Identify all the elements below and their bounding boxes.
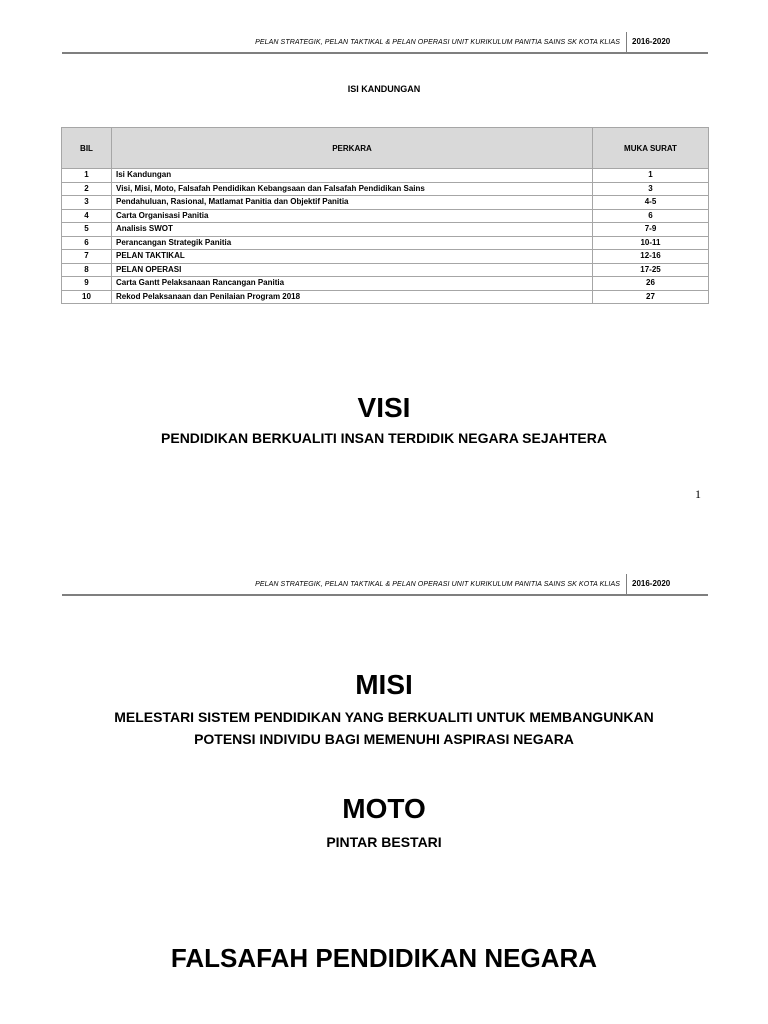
misi-heading: MISI xyxy=(355,669,413,700)
table-row xyxy=(62,169,709,183)
header-year: 2016-2020 xyxy=(626,32,708,52)
cell-perkara: Carta Organisasi Panitia xyxy=(112,209,593,223)
table-row xyxy=(62,236,709,250)
cell-perkara: Visi, Misi, Moto, Falsafah Pendidikan Kebangsaan dan Falsafah Pendidikan Sains xyxy=(112,182,593,196)
cell-perkara: Rekod Pelaksanaan dan Penilaian Program 2018 xyxy=(112,290,593,304)
cell-perkara: Pendahuluan, Rasional, Matlamat Panitia dan Objektif Panitia xyxy=(112,196,593,210)
table-row xyxy=(62,263,709,277)
cell-bil: 2 xyxy=(62,182,112,196)
cell-muka-surat: 26 xyxy=(593,277,709,291)
table-row xyxy=(62,182,709,196)
cell-muka-surat: 7-9 xyxy=(593,223,709,237)
cell-bil: 7 xyxy=(62,250,112,264)
cell-bil: 1 xyxy=(62,169,112,183)
moto-text: PINTAR BESTARI xyxy=(326,834,442,850)
cell-bil: 5 xyxy=(62,223,112,237)
visi-heading: VISI xyxy=(357,392,411,423)
cell-muka-surat: 10-11 xyxy=(593,236,709,250)
col-header-perkara: PERKARA xyxy=(112,128,593,169)
header-title: PELAN STRATEGIK, PELAN TAKTIKAL & PELAN OPERASI UNIT KURIKULUM PANITIA SAINS SK KOTA KLIAS xyxy=(255,38,620,46)
misi-text xyxy=(0,706,768,750)
cell-muka-surat: 4-5 xyxy=(593,196,709,210)
cell-bil: 9 xyxy=(62,277,112,291)
table-row xyxy=(62,209,709,223)
misi-line-1: MELESTARI SISTEM PENDIDIKAN YANG BERKUALITI UNTUK MEMBANGUNKAN xyxy=(114,709,654,725)
header-year: 2016-2020 xyxy=(626,574,708,594)
cell-muka-surat: 17-25 xyxy=(593,263,709,277)
table-row xyxy=(62,290,709,304)
toc-header-row xyxy=(62,128,709,169)
cell-bil: 3 xyxy=(62,196,112,210)
cell-perkara: PELAN OPERASI xyxy=(112,263,593,277)
misi-line-2: POTENSI INDIVIDU BAGI MEMENUHI ASPIRASI NEGARA xyxy=(194,731,574,747)
toc-title: ISI KANDUNGAN xyxy=(347,84,421,94)
visi-text: PENDIDIKAN BERKUALITI INSAN TERDIDIK NEGARA SEJAHTERA xyxy=(161,430,607,446)
cell-perkara: Analisis SWOT xyxy=(112,223,593,237)
page-header xyxy=(62,574,708,596)
cell-bil: 10 xyxy=(62,290,112,304)
cell-muka-surat: 6 xyxy=(593,209,709,223)
cell-bil: 8 xyxy=(62,263,112,277)
cell-perkara: PELAN TAKTIKAL xyxy=(112,250,593,264)
table-row xyxy=(62,223,709,237)
col-header-muka-surat: MUKA SURAT xyxy=(593,128,709,169)
page-header xyxy=(62,32,708,54)
table-row xyxy=(62,196,709,210)
cell-perkara: Isi Kandungan xyxy=(112,169,593,183)
cell-bil: 6 xyxy=(62,236,112,250)
cell-perkara: Perancangan Strategik Panitia xyxy=(112,236,593,250)
cell-bil: 4 xyxy=(62,209,112,223)
moto-heading: MOTO xyxy=(342,793,426,824)
falsafah-heading: FALSAFAH PENDIDIKAN NEGARA xyxy=(170,943,598,973)
cell-muka-surat: 1 xyxy=(593,169,709,183)
toc-table xyxy=(61,127,709,304)
col-header-bil: BIL xyxy=(62,128,112,169)
page-number: 1 xyxy=(695,487,701,501)
cell-muka-surat: 3 xyxy=(593,182,709,196)
table-row xyxy=(62,250,709,264)
cell-muka-surat: 27 xyxy=(593,290,709,304)
table-row xyxy=(62,277,709,291)
header-title: PELAN STRATEGIK, PELAN TAKTIKAL & PELAN OPERASI UNIT KURIKULUM PANITIA SAINS SK KOTA KLIAS xyxy=(255,580,620,588)
cell-muka-surat: 12-16 xyxy=(593,250,709,264)
cell-perkara: Carta Gantt Pelaksanaan Rancangan Panitia xyxy=(112,277,593,291)
